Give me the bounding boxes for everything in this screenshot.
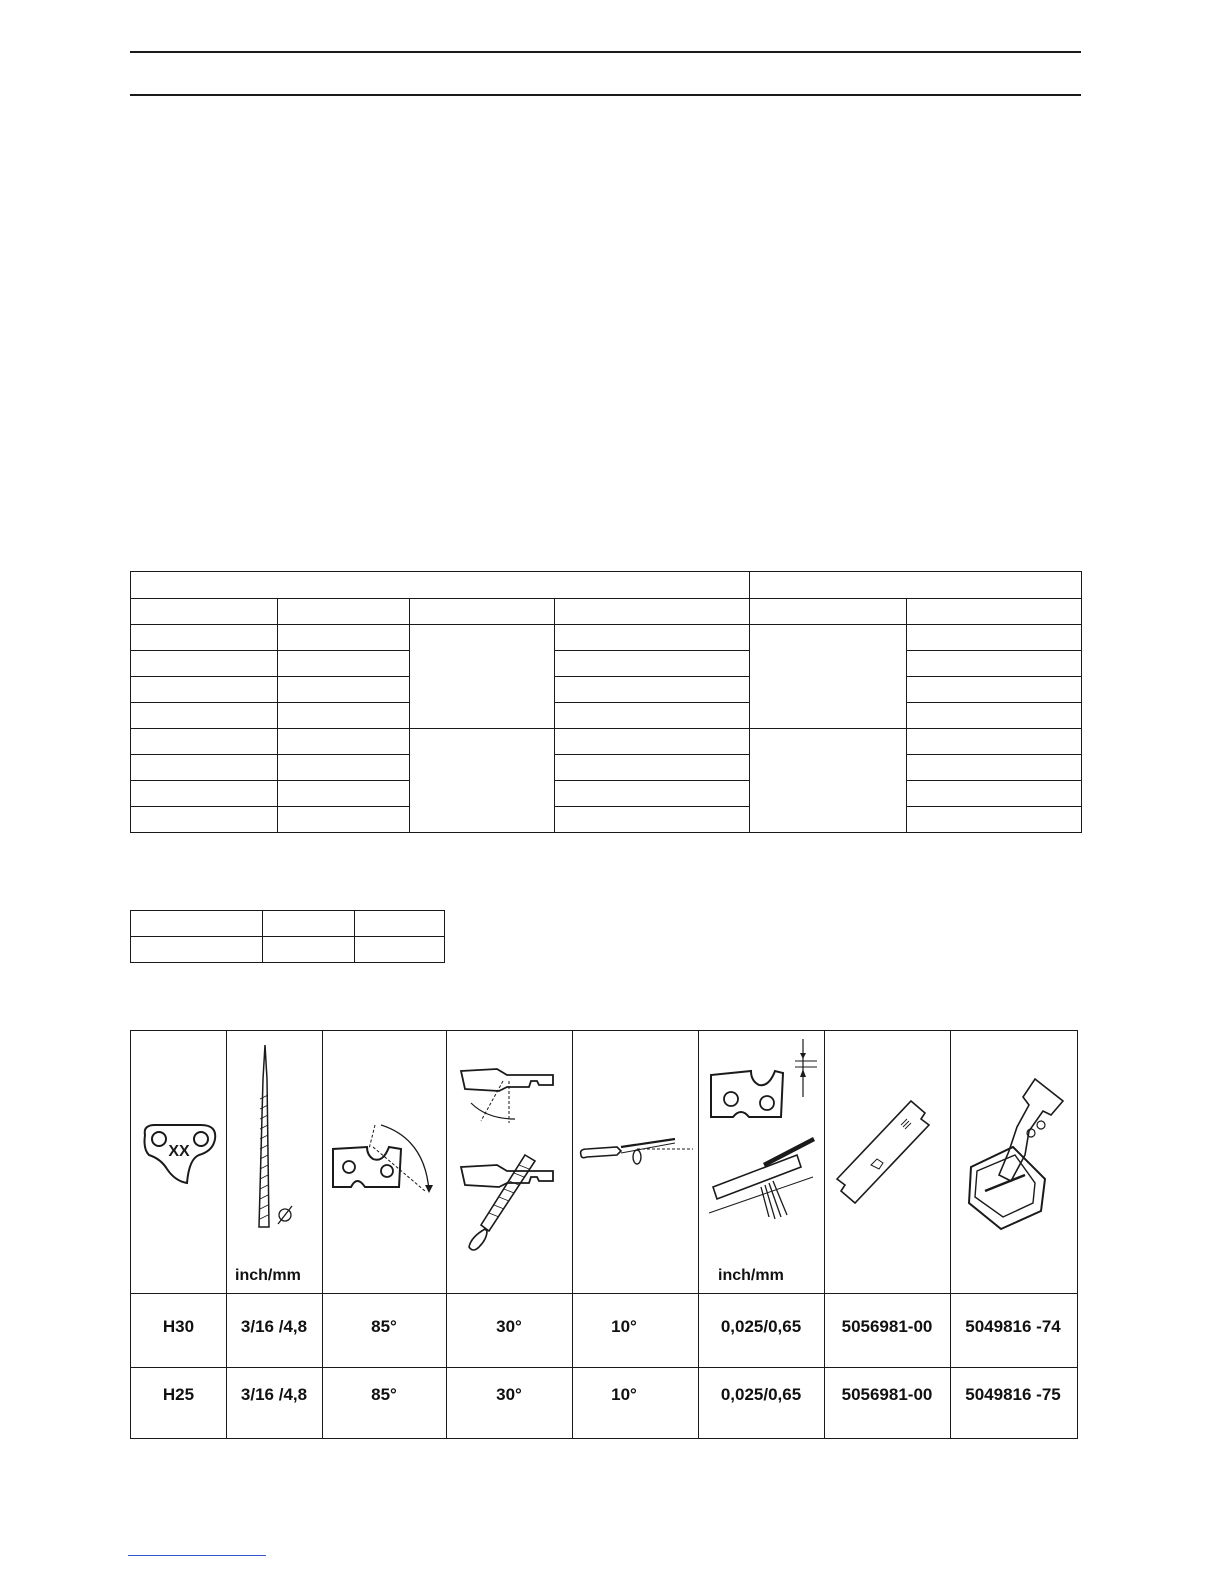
row2-guide-part: 5049816 -75 (965, 1385, 1061, 1404)
row2-depth-gauge: 0,025/0,65 (720, 1385, 802, 1404)
sharpening-tools-table (130, 1030, 1078, 1439)
row1-tilt-angle: 10° (611, 1317, 637, 1336)
row2-file-size: 3/16 /4,8 (240, 1385, 308, 1404)
depth-gauge-unit: inch/mm (718, 1267, 784, 1284)
bar-chain-table (130, 571, 1082, 833)
row1-file-size: 3/16 /4,8 (240, 1317, 308, 1336)
cutter-marking-label: XX (168, 1143, 190, 1160)
row1-top-plate-angle: 85° (371, 1317, 397, 1336)
row2-tilt-angle: 10° (611, 1385, 637, 1404)
small-spec-table (130, 910, 445, 963)
depth-gauge-setting-icon (705, 1037, 817, 1237)
file-tilt-icon (577, 1129, 695, 1173)
header-rule-top (130, 51, 1081, 53)
round-file-icon (249, 1039, 299, 1229)
row2-chain: H25 (162, 1385, 195, 1404)
row1-guide-part: 5049816 -74 (965, 1317, 1061, 1336)
footer-link-underline (128, 1555, 266, 1556)
file-guide-icon (959, 1071, 1073, 1231)
row1-chain: H30 (162, 1317, 195, 1336)
header-rule-bottom (130, 94, 1081, 96)
row2-filing-angle: 30° (496, 1385, 522, 1404)
row1-depth-gauge: 0,025/0,65 (720, 1317, 802, 1336)
row2-top-plate-angle: 85° (371, 1385, 397, 1404)
top-plate-angle-icon (329, 1119, 441, 1199)
row1-gauge-part: 5056981-00 (841, 1317, 933, 1336)
file-angle-icon (459, 1061, 559, 1251)
depth-gauge-tool-icon (833, 1095, 945, 1205)
row1-filing-angle: 30° (496, 1317, 522, 1336)
row2-gauge-part: 5056981-00 (841, 1385, 933, 1404)
chain-cutter-marking-icon (137, 1121, 221, 1191)
file-size-unit: inch/mm (235, 1267, 301, 1284)
